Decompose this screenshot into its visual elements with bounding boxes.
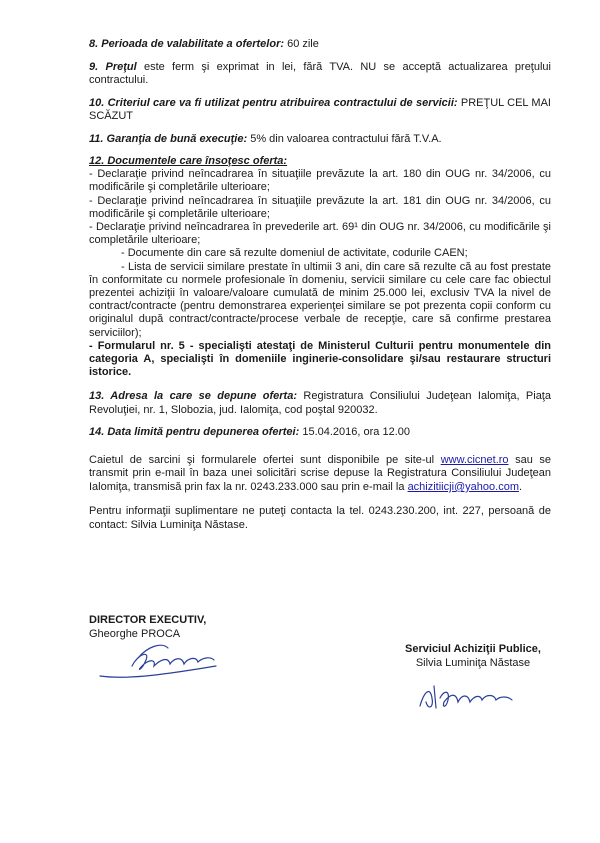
website-link[interactable]: www.cicnet.ro <box>440 453 509 466</box>
document-item-1: - Declaraţie privind neîncadrarea în situaţiile prevăzute la art. 180 din OUG nr. 34/2006, cu modificările şi completările ulterioare; <box>89 168 551 194</box>
paragraph-caiet <box>89 454 551 495</box>
section-10-label: 10. Criteriul care va fi utilizat pentru atribuirea contractului de servicii: <box>89 96 458 109</box>
section-14 <box>89 426 551 440</box>
section-12-label: 12. Documentele care însoţesc oferta: <box>89 155 288 167</box>
section-11-label: 11. Garanţia de bună execuţie: <box>89 132 248 145</box>
paragraph-info: Pentru informaţii suplimentare ne puteţi contacta la tel. 0243.230.200, int. 227, persoană de contact: Silvia Luminiţa Năstase. <box>89 505 551 531</box>
document-item-4: - Documente din care să rezulte domeniul de activitate, codurile CAEN; <box>121 247 468 260</box>
caiet-text-middle: sau se transmit prin e-mail în baza unei solicitări scrise depuse la Registratura Consiliului Judeţean Ialomiţa, transmisă prin fax la nr. 0243.233.000 sau prin e-mail la <box>89 453 552 493</box>
director-title: DIRECTOR EXECUTIV, <box>89 614 207 626</box>
section-13 <box>89 390 551 417</box>
document-item-6: - Formularul nr. 5 - specialişti atestaţi de Ministerul Culturii pentru monumentele din categoria A, specialişti în domeniile inginerie-consolidare şi/sau restaurare structuri istorice. <box>89 339 551 379</box>
section-14-text: 15.04.2016, ora 12.00 <box>299 426 410 439</box>
section-9 <box>89 61 551 88</box>
section-10 <box>89 97 551 124</box>
document-body <box>89 38 551 541</box>
section-12 <box>89 155 551 379</box>
section-9-text: este ferm şi exprimat in lei, fără TVA. NU se acceptă actualizarea preţului contractului. <box>89 60 551 86</box>
section-11 <box>89 133 551 147</box>
section-9-label: 9. Preţul <box>89 60 137 73</box>
caiet-text-start: Caietul de sarcini şi formularele ofertei sunt disponibile pe site-ul <box>89 453 441 466</box>
section-8 <box>89 38 551 52</box>
section-10-text: PREŢUL CEL MAI SCĂZUT <box>89 96 551 122</box>
achizitii-name: Silvia Luminiţa Năstase <box>415 656 531 669</box>
document-item-3: - Declaraţie privind neîncadrarea în prevederile art. 69¹ din OUG nr. 34/2006, cu modificările şi completările ulterioare; <box>89 221 551 247</box>
section-11-text: 5% din valoarea contractului fără T.V.A. <box>247 132 442 145</box>
document-item-5: - Lista de servicii similare prestate în ultimii 3 ani, din care să rezulte că au fost prestate în conformitate cu normele profesionale în domeniu, servicii similare cu cele care fac obiectul prezentei achiziţii în valoare/valoare cumulată de minim 25.000 lei, exclusiv TVA la nivel de contract/contracte (pentru demonstrarea experienţei similare se pot prezenta copii conform cu originalul după contract/contracte/procese verbale de recepţie, care să confirme prestarea serviciilor); <box>89 260 551 339</box>
email-link[interactable]: achizitiicji@yahoo.com <box>407 480 519 493</box>
section-13-label: 13. Adresa la care se depune oferta: <box>89 390 297 403</box>
signature-block-achizitii <box>383 643 563 670</box>
section-8-label: 8. Perioada de valabilitate a ofertelor: <box>89 38 285 50</box>
director-signature-icon <box>98 636 228 688</box>
section-13-text: Registratura Consiliului Judeţean Ialomiţa, Piaţa Revoluţiei, nr. 1, Slobozia, jud. Ialomiţa, cod poştal 920032. <box>89 390 551 416</box>
document-item-2: - Declaraţie privind neîncadrarea în situaţiile prevăzute la art. 181 din OUG nr. 34/2006, cu modificările şi completările ulterioare; <box>89 194 551 220</box>
section-14-label: 14. Data limită pentru depunerea ofertei: <box>89 426 300 439</box>
achizitii-title: Serviciul Achiziţii Publice, <box>405 643 541 655</box>
section-8-text: 60 zile <box>284 38 319 50</box>
caiet-text-end: . <box>519 480 523 493</box>
director-name: Gheorghe PROCA <box>89 627 181 640</box>
achizitii-signature-icon <box>416 678 526 718</box>
